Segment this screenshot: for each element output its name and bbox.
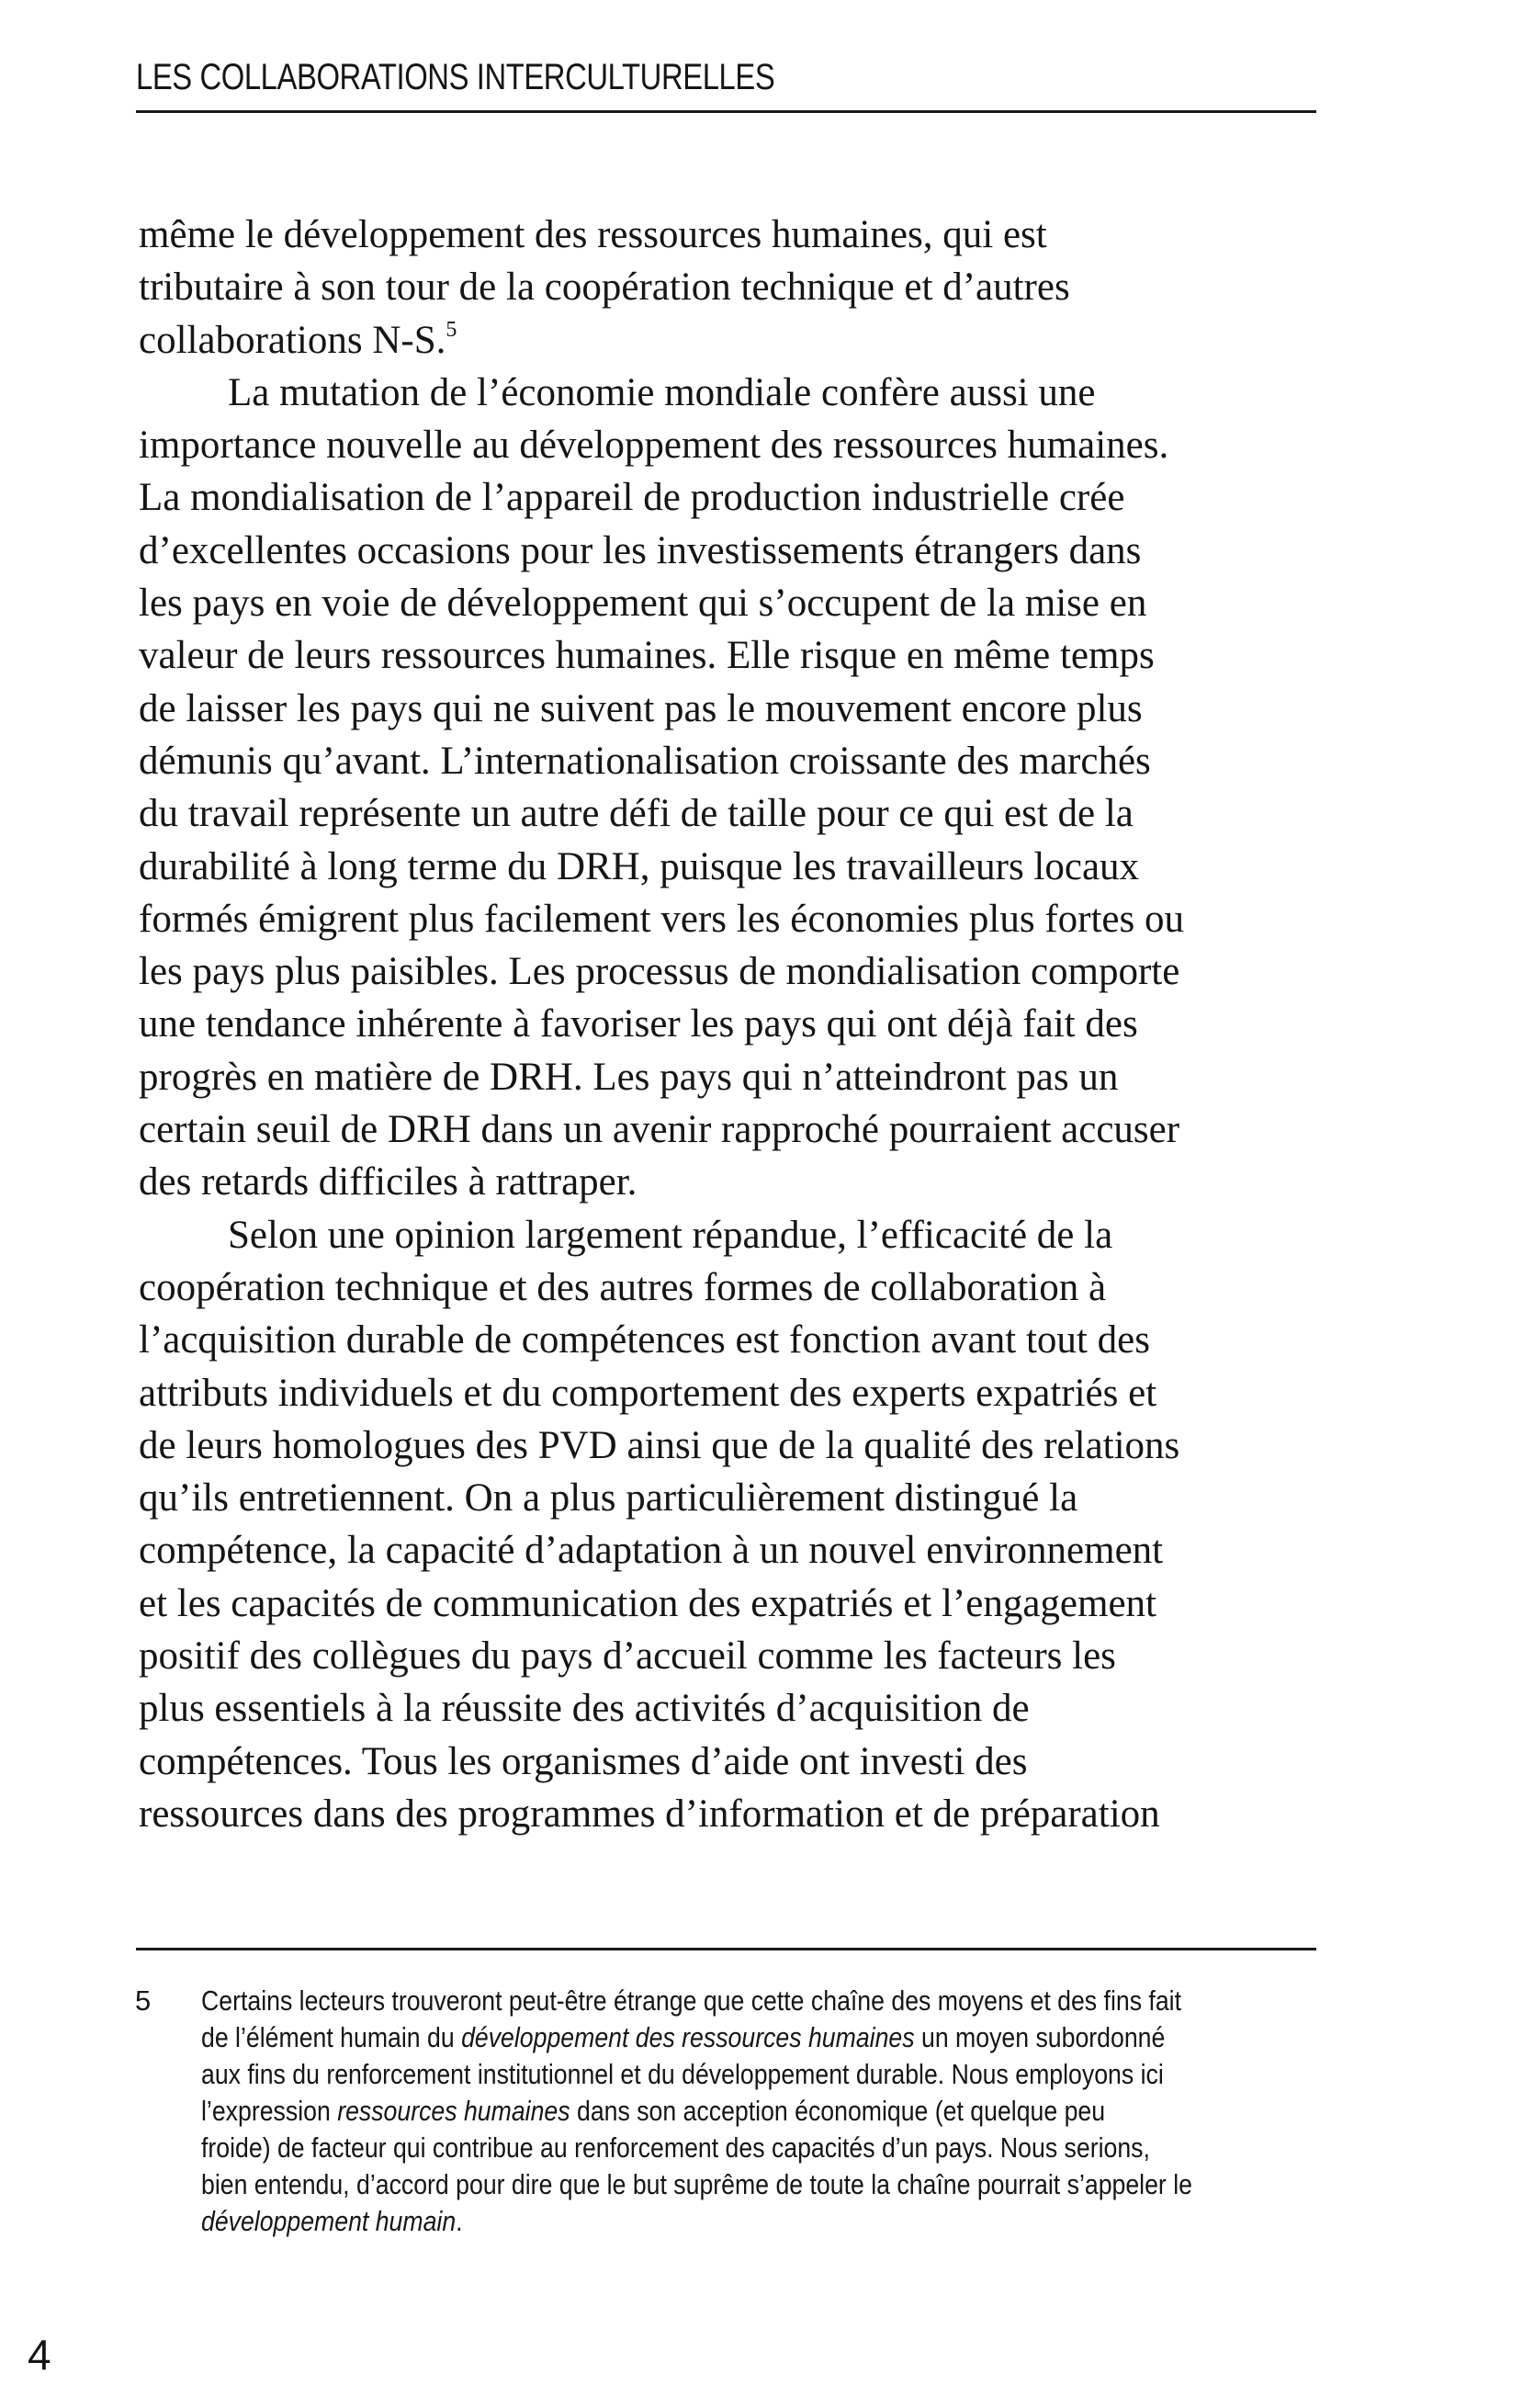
footnote-line — [201, 2093, 1323, 2130]
body-line: tributaire à son tour de la coopération technique et d’autres — [139, 266, 1070, 310]
body-line: formés émigrent plus facilement vers les économies plus fortes ou — [139, 897, 1184, 941]
footnote-reference: 5 — [446, 317, 457, 342]
body-line: compétence, la capacité d’adaptation à un nouvel environnement — [139, 1529, 1164, 1573]
body-text — [139, 209, 1324, 1840]
body-line: l’acquisition durable de compétences est fonction avant tout des — [139, 1318, 1150, 1362]
body-line: importance nouvelle au développement des ressources humaines. — [139, 424, 1169, 468]
footnote-italic-term: ressources humaines — [337, 2095, 570, 2127]
footnote-rule — [136, 1948, 1316, 1950]
paragraph-start: La mutation de l’économie mondiale confère aussi une — [228, 370, 1096, 414]
page-number: 4 — [28, 2331, 51, 2379]
footnote-text — [201, 1983, 1323, 2240]
footnote-line: aux fins du renforcement institutionnel et du développement durable. Nous employons ici — [201, 2058, 1164, 2090]
body-line: démunis qu’avant. L’internationalisation croissante des marchés — [139, 739, 1151, 783]
footnote-line: Certains lecteurs trouveront peut-être étrange que cette chaîne des moyens et des fins fait — [201, 1984, 1182, 2017]
body-line: ressources dans des programmes d’information et de préparation — [139, 1792, 1160, 1836]
footnote-line: bien entendu, d’accord pour dire que le but suprême de toute la chaîne pourrait s’appeler le — [201, 2168, 1192, 2200]
body-line: La mondialisation de l’appareil de production industrielle crée — [139, 476, 1125, 520]
body-line: plus essentiels à la réussite des activités d’acquisition de — [139, 1687, 1030, 1731]
body-line: progrès en matière de DRH. Les pays qui n’atteindront pas un — [139, 1055, 1119, 1099]
body-line: les pays en voie de développement qui s’occupent de la mise en — [139, 582, 1147, 626]
body-line: d’excellentes occasions pour les investissements étrangers dans — [139, 528, 1142, 572]
body-line: les pays plus paisibles. Les processus de mondialisation comporte — [139, 950, 1180, 994]
footnote-line-text: dans son acception économique (et quelque peu — [570, 2095, 1106, 2127]
footnote-italic-term: développement humain — [201, 2205, 457, 2237]
footnote-line-text: l’expression — [201, 2095, 338, 2127]
body-line: durabilité à long terme du DRH, puisque les travailleurs locaux — [139, 844, 1140, 888]
body-line: et les capacités de communication des expatriés et l’engagement — [139, 1581, 1156, 1625]
paragraph-start: Selon une opinion largement répandue, l’efficacité de la — [228, 1213, 1113, 1257]
body-line: de leurs homologues des PVD ainsi que de la qualité des relations — [139, 1423, 1180, 1467]
body-line: qu’ils entretiennent. On a plus particulièrement distingué la — [139, 1476, 1078, 1521]
body-line: certain seuil de DRH dans un avenir rapproché pourraient accuser — [139, 1108, 1180, 1152]
footnote-line — [201, 2203, 1323, 2240]
body-line: compétences. Tous les organismes d’aide ont investi des — [139, 1739, 1028, 1783]
body-line — [139, 314, 1324, 367]
body-line: attributs individuels et du comportement des experts expatriés et — [139, 1371, 1157, 1415]
footnote-line — [201, 2019, 1323, 2056]
footnote-line-text: . — [456, 2205, 463, 2237]
body-line: des retards difficiles à rattraper. — [139, 1160, 637, 1204]
footnote-italic-term: développement des ressources humaines — [461, 2021, 915, 2053]
footnote-line-text: un moyen subordonné — [914, 2021, 1166, 2053]
header-rule — [136, 110, 1316, 113]
footnote-number: 5 — [135, 1984, 152, 2017]
body-line: coopération technique et des autres formes de collaboration à — [139, 1265, 1107, 1309]
body-line: valeur de leurs ressources humaines. Elle risque en même temps — [139, 634, 1155, 678]
body-line: de laisser les pays qui ne suivent pas le mouvement encore plus — [139, 686, 1143, 730]
running-header: LES COLLABORATIONS INTERCULTURELLES — [136, 57, 775, 97]
footnote-line: froide) de facteur qui contribue au renforcement des capacités d’un pays. Nous serions, — [201, 2131, 1150, 2164]
body-line: même le développement des ressources humaines, qui est — [139, 213, 1047, 256]
footnote-line-text: de l’élément humain du — [201, 2021, 462, 2053]
body-line-text: collaborations N-S. — [139, 318, 446, 362]
body-line: positif des collègues du pays d’accueil comme les facteurs les — [139, 1634, 1116, 1679]
body-line: une tendance inhérente à favoriser les pays qui ont déjà fait des — [139, 1002, 1138, 1046]
body-line: du travail représente un autre défi de taille pour ce qui est de la — [139, 792, 1134, 836]
